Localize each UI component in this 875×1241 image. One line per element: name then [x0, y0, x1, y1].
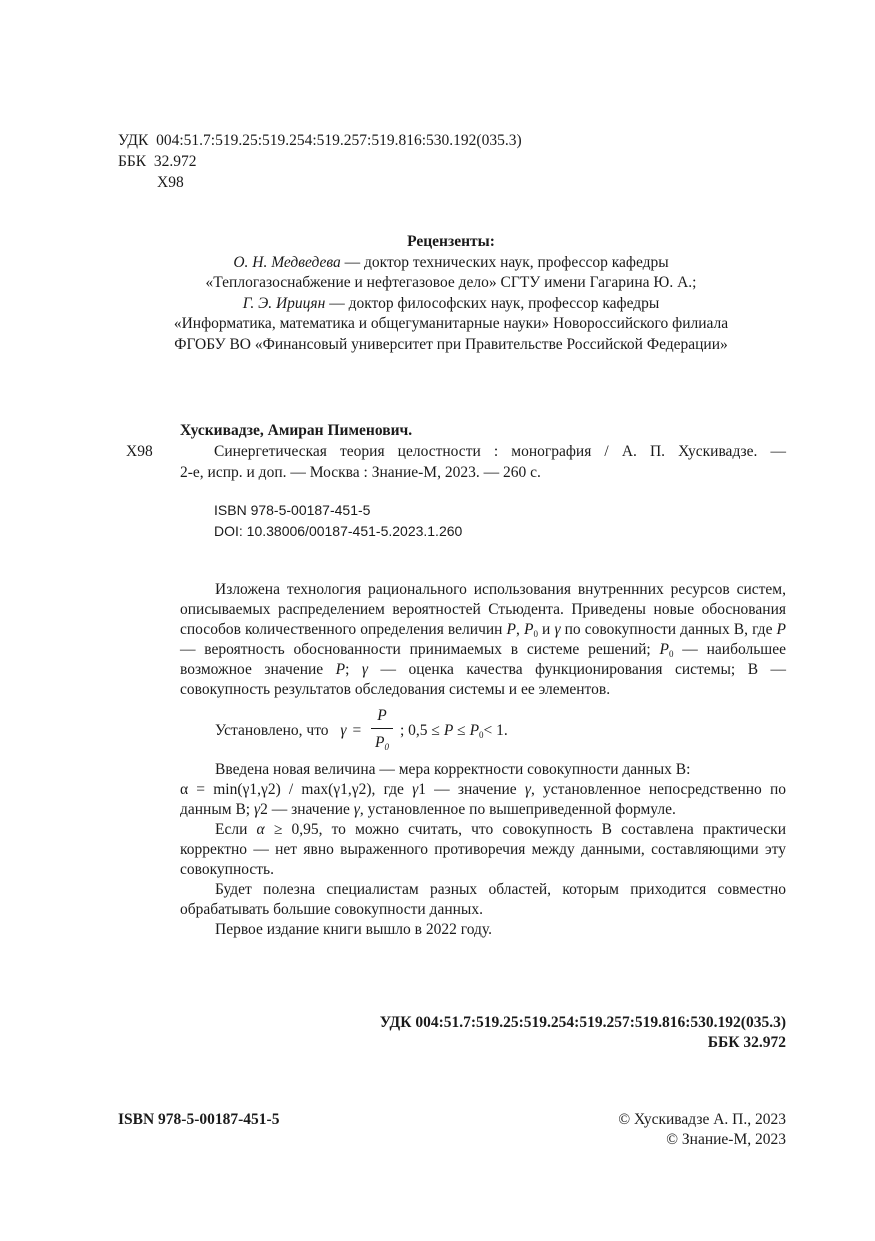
abstract-paragraph-6: Первое издание книги вышло в 2022 году. [215, 921, 492, 938]
alpha-formula: α = min(γ1,γ2) / max(γ1,γ2), [180, 781, 376, 798]
bbk-header [118, 152, 197, 172]
fraction-bar [371, 728, 393, 729]
reviewers-block [100, 232, 802, 356]
author-mark: Х98 [157, 174, 184, 191]
biblio-line1: Синергетическая теория целостности : монография / А. П. Хускивадзе. — [214, 443, 786, 460]
abstract-paragraph-1: Изложена технология рационального использования внутреннних ресурсов систем, описываемых распределением вероятностей Стьюдента. Приведены новые обоснования способов количественного определения величин P, $P_0$ и γ по совокупности данных В, где P — вероятность обоснованности принимаемых в системе решений; $P_0$ — наибольшее возможное значение P; γ — оценка качества функционирования системы; В — совокупность результатов обследования системы и ее элементов. [180, 581, 787, 698]
reviewers-title: Рецензенты: [407, 233, 495, 250]
abstract-paragraph-4: Если α ≥ 0,95, то можно считать, что совокупность В составлена практически корректно — нет явно выраженного противоречия между данными, составляющими эту совокупность. [180, 821, 786, 878]
reviewer-2-line1: Г. Э. Ирицян — доктор философских наук, профессор кафедры [242, 294, 660, 312]
footer-isbn: ISBN 978-5-00187-451-5 [118, 1111, 280, 1128]
footer-udk: УДК 004:51.7:519.25:519.254:519.257:519.816:530.192(035.3) [379, 1014, 786, 1031]
abstract-paragraph-5: Будет полезна специалистам разных областей, которым приходится совместно обрабатывать большие совокупности данных. [180, 881, 786, 918]
biblio-isbn: ISBN 978-5-00187-451-5 [214, 502, 371, 518]
reviewer-2-line2: «Информатика, математика и общегуманитарные науки» Новороссийского филиала [173, 315, 729, 333]
formula-equals: = [352, 722, 362, 739]
biblio-author: Хускивадзе, Амиран Пименович. [180, 422, 413, 439]
biblio-line2: 2-е, испр. и доп. — Москва : Знание-М, 2023. — 260 с. [180, 464, 541, 481]
udk-label: УДК [118, 132, 149, 149]
reviewer-2-name: Г. Э. Ирицян [242, 294, 326, 312]
reviewer-1-line1: О. Н. Медведева — доктор технических наук, профессор кафедры [233, 253, 669, 271]
bbk-label: ББК [118, 153, 147, 170]
formula-gamma: γ [340, 722, 347, 739]
biblio-doi: DOI: 10.38006/00187-451-5.2023.1.260 [214, 523, 463, 539]
udk-value: 004:51.7:519.25:519.254:519.257:519.816:530.192(035.3) [156, 132, 522, 149]
reviewer-1-name: О. Н. Медведева [233, 253, 341, 271]
udk-header [118, 131, 522, 151]
reviewer-1-line2: «Теплогазоснабжение и нефтегазовое дело» СГТУ имени Гагарина Ю. А.; [205, 274, 697, 292]
formula-fraction [367, 706, 397, 753]
abstract-paragraph-2-range: ; $0,5 \le P \le P_0< 1$. [400, 722, 508, 740]
fraction-denominator: $P_0$ [375, 734, 389, 752]
footer-bbk: ББК 32.972 [707, 1034, 786, 1051]
abstract-paragraph-2-intro: Установлено, что γ = [215, 722, 362, 739]
bbk-value: 32.972 [153, 153, 197, 170]
abstract-paragraph-3: Введена новая величина — мера корректности совокупности данных В: α = min(γ1,γ2) / max(γ1,γ2), где γ1 — значение γ, установленное непосредственно по данным В; γ2 — значение γ, установленное по вышеприведенной формуле. [180, 761, 787, 818]
copyright-publisher: © Знание-М, 2023 [666, 1131, 786, 1148]
fraction-numerator: P [377, 707, 387, 724]
reviewer-2-line3: ФГОБУ ВО «Финансовый университет при Правительстве Российской Федерации» [174, 335, 728, 353]
copyright-author: © Хускивадзе А. П., 2023 [618, 1111, 786, 1128]
biblio-mark: Х98 [126, 443, 153, 460]
